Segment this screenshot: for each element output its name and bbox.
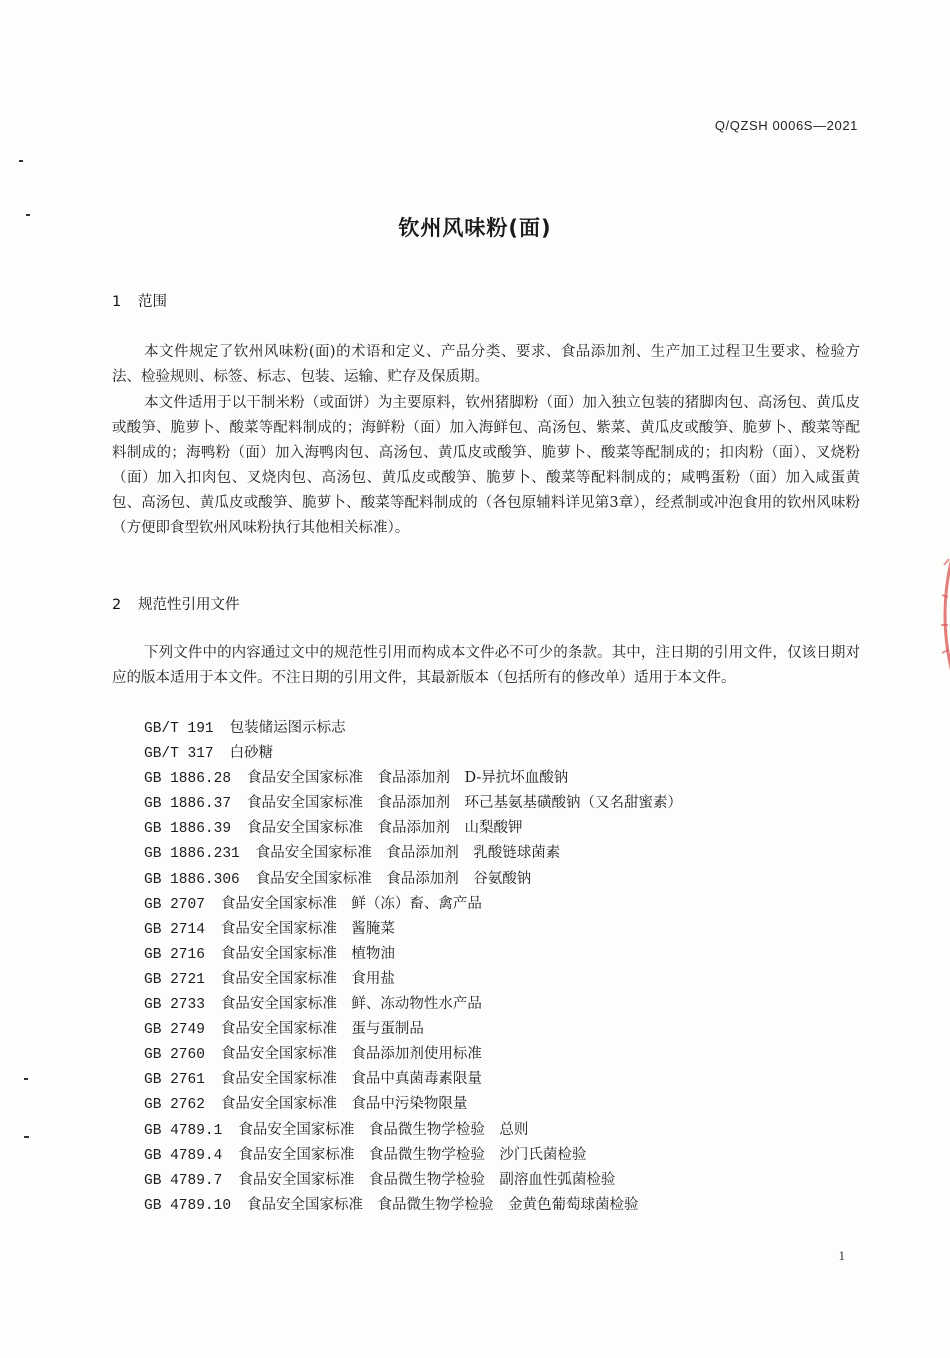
section-title: 规范性引用文件 (138, 597, 240, 613)
reference-title: 食品安全国家标准 食品添加剂 山梨酸钾 (247, 820, 523, 837)
page-number: 1 (838, 1248, 845, 1263)
section-title: 范围 (138, 294, 167, 310)
reference-title: 食品安全国家标准 食品微生物学检验 金黄色葡萄球菌检验 (247, 1196, 639, 1213)
reference-code: GB 2721 (144, 971, 205, 988)
references-intro-paragraph: 下列文件中的内容通过文中的规范性引用而构成本文件必不可少的条款。其中，注日期的引用文件，仅该日期对应的版本适用于本文件。不注日期的引用文件，其最新版本（包括所有的修改单）适用于本文件。 (112, 645, 860, 686)
reference-list (144, 716, 682, 1218)
scope-paragraph-2: 本文件适用于以干制米粉（或面饼）为主要原料，钦州猪脚粉（面）加入独立包装的猪脚肉包、高汤包、黄瓜皮或酸笋、脆萝卜、酸菜等配料制成的；海鲜粉（面）加入海鲜包、高汤包、紫菜、黄瓜皮或酸笋、脆萝卜、酸菜等配料制成的；海鸭粉（面）加入海鸭肉包、高汤包、黄瓜皮或酸笋、脆萝卜、酸菜等配制成的；扣肉粉（面）、叉烧粉（面）加入扣肉包、叉烧肉包、高汤包、黄瓜皮或酸笋、脆萝卜、酸菜等配料制成的；咸鸭蛋粉（面）加入咸蛋黄包、高汤包、黄瓜皮或酸笋、脆萝卜、酸菜等配料制成的（各包原辅料详见第3章），经煮制或冲泡食用的钦州风味粉（方便即食型钦州风味粉执行其他相关标准）。 (112, 395, 860, 536)
reference-item (144, 791, 682, 816)
reference-title: 食品安全国家标准 食品中污染物限量 (220, 1096, 468, 1113)
reference-item (144, 942, 682, 967)
section-heading-scope (112, 290, 167, 311)
reference-item (144, 1193, 682, 1218)
reference-item (144, 892, 682, 917)
reference-code: GB 1886.37 (144, 796, 232, 813)
reference-item (144, 741, 682, 766)
reference-code: GB 2714 (144, 921, 205, 938)
section-number: 2 (112, 597, 122, 613)
reference-code: GB 4789.4 (144, 1147, 223, 1164)
reference-item (144, 992, 682, 1017)
reference-code: GB 2707 (144, 896, 205, 913)
reference-item (144, 841, 682, 866)
reference-title: 食品安全国家标准 食品微生物学检验 沙门氏菌检验 (238, 1146, 587, 1163)
reference-title: 食品安全国家标准 食品微生物学检验 副溶血性弧菌检验 (238, 1171, 616, 1188)
reference-code: GB 1886.306 (144, 871, 240, 888)
reference-title: 食品安全国家标准 食品添加剂 D-异抗坏血酸钠 (247, 770, 569, 787)
reference-code: GB 2761 (144, 1072, 205, 1089)
reference-item (144, 967, 682, 992)
reference-title: 食品安全国家标准 酱腌菜 (220, 920, 395, 937)
reference-title: 食品安全国家标准 食品添加剂 环己基氨基磺酸钠（又名甜蜜素） (247, 795, 683, 812)
scan-mark (19, 160, 23, 162)
reference-title: 食品安全国家标准 食用盐 (220, 970, 395, 987)
reference-code: GB 4789.7 (144, 1172, 223, 1189)
reference-item (144, 1168, 682, 1193)
reference-title: 食品安全国家标准 鲜、冻动物性水产品 (220, 996, 482, 1013)
reference-code: GB 2749 (144, 1022, 205, 1039)
reference-title: 白砂糖 (229, 745, 274, 762)
reference-title: 食品安全国家标准 食品添加剂 谷氨酸钠 (255, 870, 532, 887)
reference-code: GB 2716 (144, 946, 205, 963)
reference-title: 食品安全国家标准 食品中真菌毒素限量 (220, 1071, 482, 1088)
reference-item (144, 867, 682, 892)
page-title: 钦州风味粉(面) (398, 216, 552, 240)
reference-title: 食品安全国家标准 食品添加剂使用标准 (220, 1046, 482, 1063)
scope-paragraph-1: 本文件规定了钦州风味粉(面)的术语和定义、产品分类、要求、食品添加剂、生产加工过程卫生要求、检验方法、检验规则、标签、标志、包装、运输、贮存及保质期。 (112, 344, 860, 385)
reference-item (144, 766, 682, 791)
scan-mark (24, 1078, 28, 1080)
reference-code: GB 2760 (144, 1047, 205, 1064)
reference-item (144, 917, 682, 942)
reference-item (144, 816, 682, 841)
reference-item (144, 716, 682, 741)
section-number: 1 (112, 294, 122, 310)
reference-code: GB/T 191 (144, 721, 214, 737)
red-seal-stamp (930, 535, 950, 695)
reference-code: GB 2733 (144, 997, 205, 1014)
reference-title: 食品安全国家标准 食品微生物学检验 总则 (238, 1121, 529, 1138)
reference-item (144, 1067, 682, 1092)
section-heading-normative-references (112, 593, 240, 614)
reference-title: 包装储运图示标志 (229, 720, 346, 736)
reference-code: GB 1886.28 (144, 771, 232, 788)
reference-item (144, 1017, 682, 1042)
scan-mark (26, 214, 30, 216)
reference-code: GB 4789.1 (144, 1122, 223, 1139)
reference-code: GB/T 317 (144, 746, 214, 763)
reference-title: 食品安全国家标准 鲜（冻）畜、禽产品 (220, 895, 482, 912)
reference-item (144, 1118, 682, 1143)
reference-code: GB 2762 (144, 1097, 205, 1114)
scan-mark (24, 1136, 29, 1138)
document-number: Q/QZSH 0006S—2021 (714, 118, 858, 133)
reference-code: GB 1886.231 (144, 846, 240, 863)
reference-title: 食品安全国家标准 食品添加剂 乳酸链球菌素 (255, 845, 561, 862)
reference-title: 食品安全国家标准 植物油 (220, 945, 395, 962)
reference-item (144, 1092, 682, 1117)
reference-item (144, 1143, 682, 1168)
reference-code: GB 4789.10 (144, 1197, 232, 1214)
reference-code: GB 1886.39 (144, 821, 232, 838)
reference-title: 食品安全国家标准 蛋与蛋制品 (220, 1021, 424, 1038)
reference-item (144, 1042, 682, 1067)
